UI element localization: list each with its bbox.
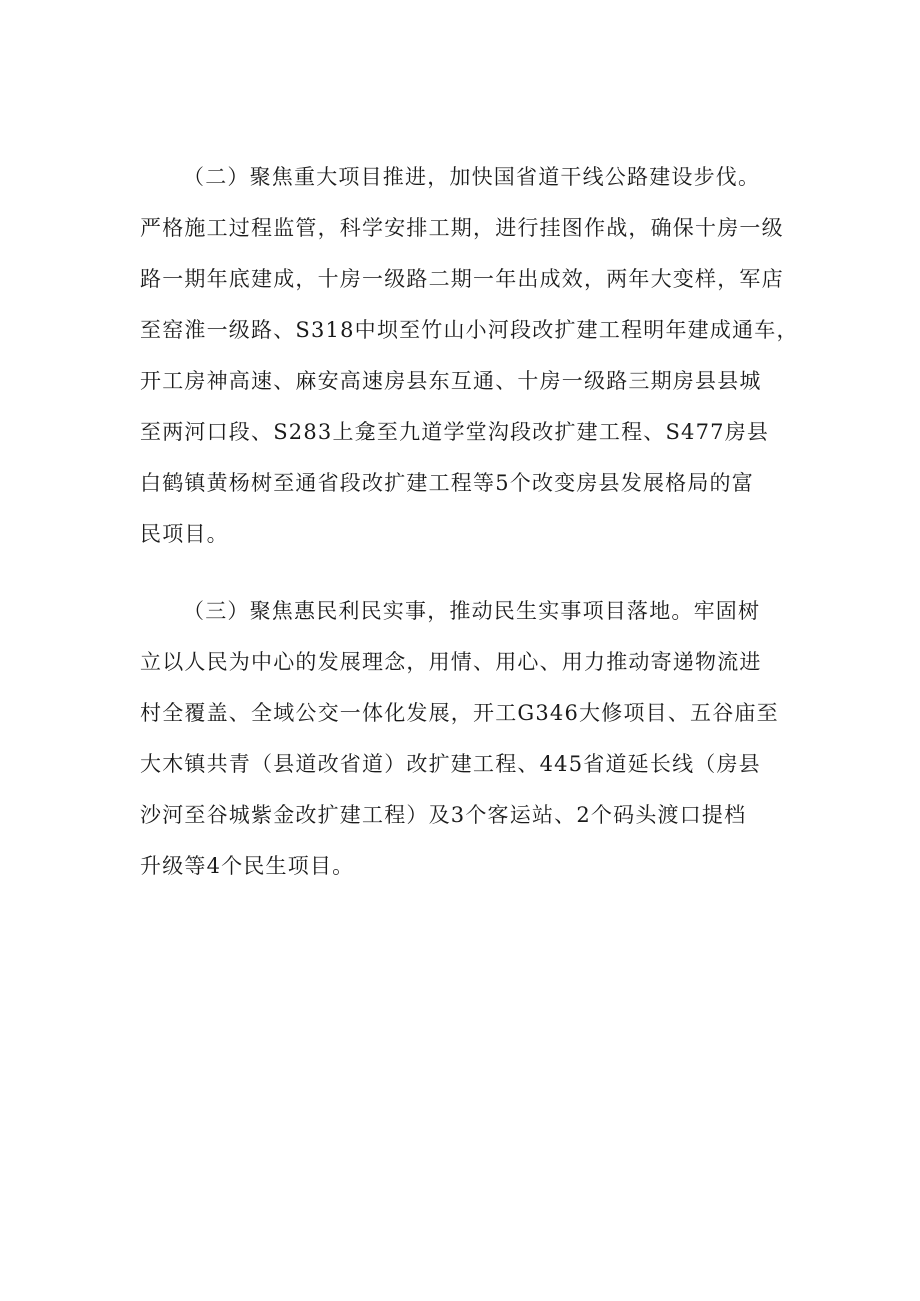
paragraph-line: 至两河口段、S283上龛至九道学堂沟段改扩建工程、S477房县 [140, 420, 770, 444]
paragraph-line: （二）聚焦重大项目推进，加快国省道干线公路建设步伐。 [183, 165, 761, 189]
paragraph-line: 沙河至谷城紫金改扩建工程）及3个客运站、2个码头渡口提档 [140, 803, 747, 827]
paragraph-line: 至窑淮一级路、S318中坝至竹山小河段改扩建工程明年建成通车， [140, 318, 799, 342]
paragraph-line: 民项目。 [140, 522, 229, 546]
paragraph-line: 立以人民为中心的发展理念，用情、用心、用力推动寄递物流进 [140, 650, 762, 674]
paragraph-line: 村全覆盖、全域公交一体化发展，开工G346大修项目、五谷庙至 [140, 701, 779, 725]
paragraph-livelihood-projects [140, 586, 784, 892]
paragraph-line: 路一期年底建成，十房一级路二期一年出成效，两年大变样，军店 [140, 267, 784, 291]
paragraph-line: 白鹤镇黄杨树至通省段改扩建工程等5个改变房县发展格局的富 [140, 471, 754, 495]
paragraph-line: 大木镇共青（县道改省道）改扩建工程、445省道延长线（房县 [140, 752, 761, 776]
paragraph-major-projects [140, 152, 799, 560]
paragraph-line: 升级等4个民生项目。 [140, 854, 355, 878]
paragraph-line: （三）聚焦惠民利民实事，推动民生实事项目落地。牢固树 [183, 599, 761, 623]
paragraph-line: 严格施工过程监管，科学安排工期，进行挂图作战，确保十房一级 [140, 216, 784, 240]
paragraph-line: 开工房神高速、麻安高速房县东互通、十房一级路三期房县县城 [140, 369, 762, 393]
